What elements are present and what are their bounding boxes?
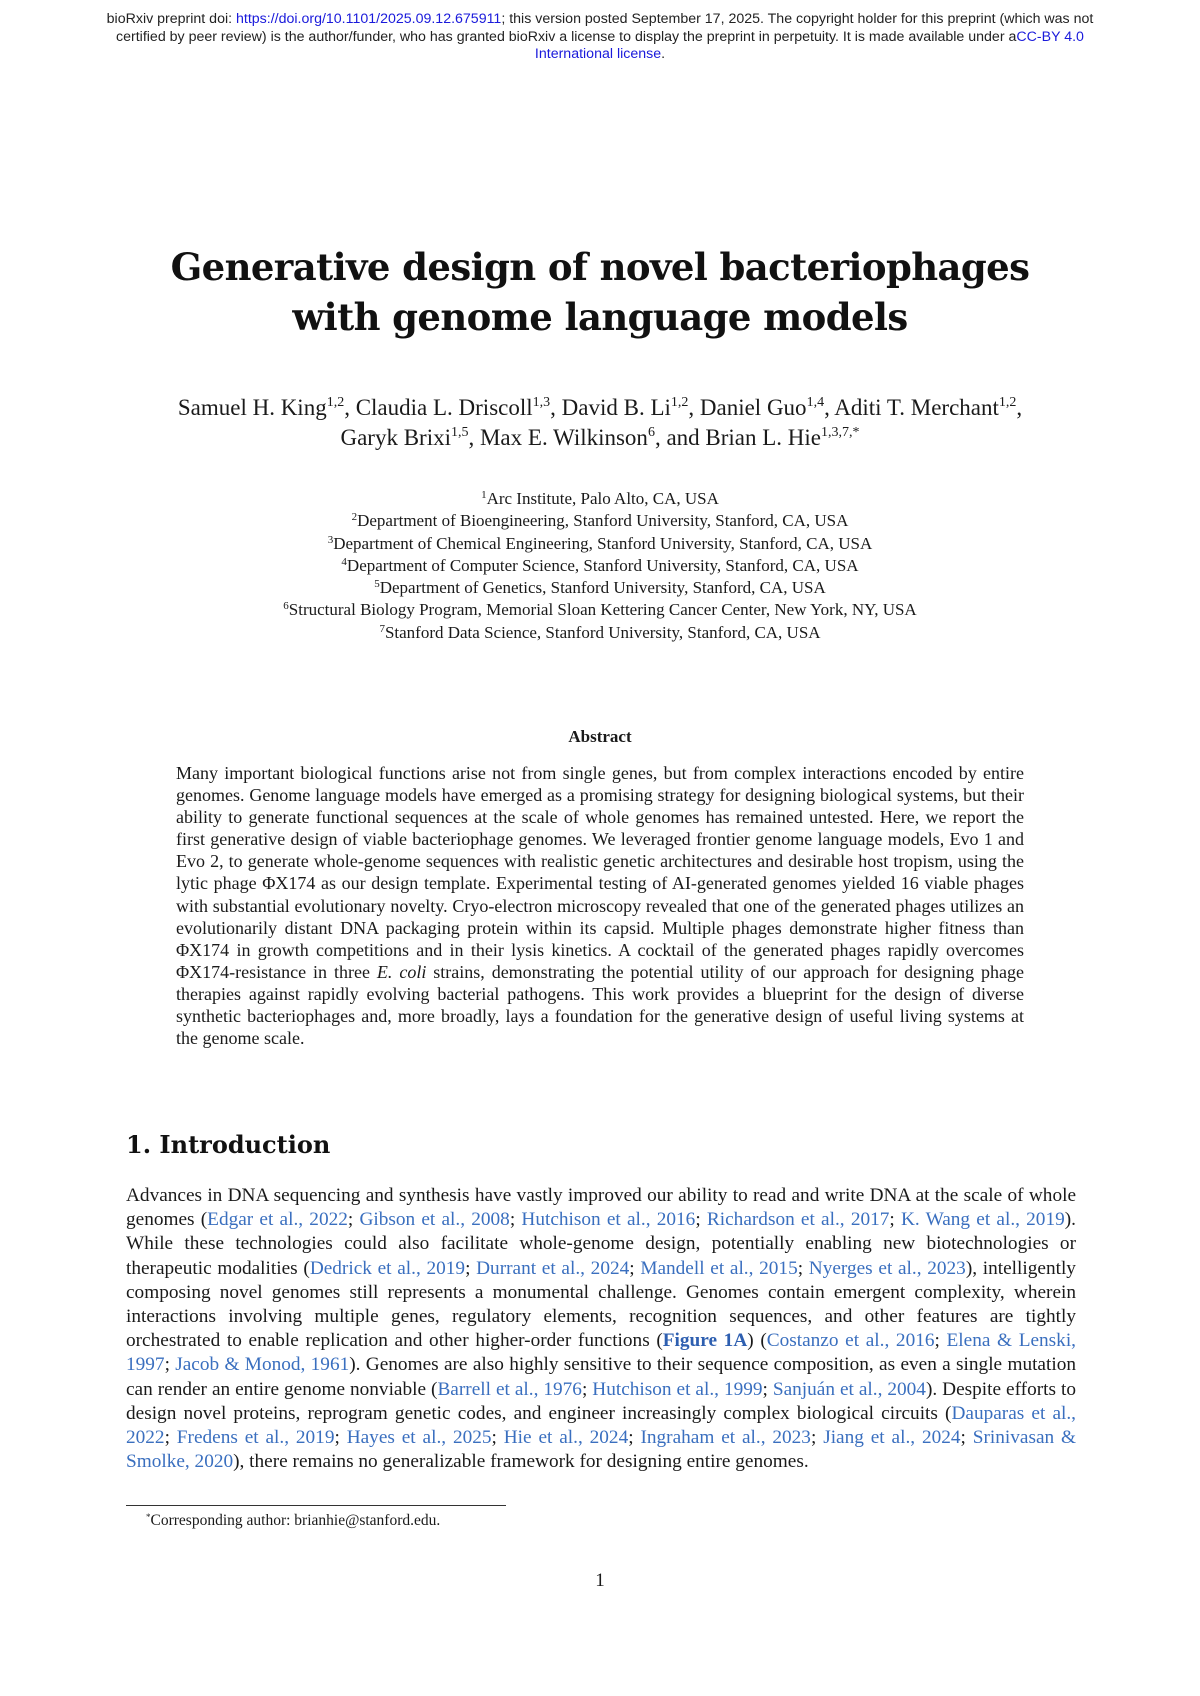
- affiliation-list: [150, 488, 1050, 644]
- section-heading-introduction: 1. Introduction: [126, 1130, 331, 1159]
- citation-link[interactable]: Hutchison et al., 1999: [592, 1378, 763, 1400]
- body-text: ), intelligently composing novel genomes still represents a monumental challenge. Genomes contain emergent complexity, wherein interactions involving multiple genes, regulatory elements, recognition sequences, and other features are tightly orchestrated to enable replication and other higher-order functions (: [126, 1257, 1076, 1352]
- citation-link[interactable]: Jacob & Monod, 1961: [175, 1354, 350, 1376]
- body-text: ;: [347, 1209, 360, 1231]
- citation-link[interactable]: Durrant et al., 2024: [476, 1257, 630, 1279]
- author-affiliation-marker: 1,2: [998, 395, 1017, 410]
- affiliation-text: Department of Computer Science, Stanford University, Stanford, CA, USA: [346, 555, 859, 575]
- corresponding-author-footnote: [146, 1512, 440, 1530]
- affiliation-text: Department of Chemical Engineering, Stanford University, Stanford, CA, USA: [333, 533, 873, 553]
- affiliation-line: [150, 555, 1050, 577]
- author-name: David B. Li: [561, 395, 671, 420]
- author-name: Max E. Wilkinson: [479, 425, 648, 450]
- body-text: ;: [762, 1378, 773, 1400]
- citation-link[interactable]: Elena & Lenski, 1997: [126, 1330, 1076, 1376]
- page-number: 1: [595, 1570, 605, 1591]
- citation-link[interactable]: Gibson et al., 2008: [359, 1209, 510, 1231]
- author-separator: ,: [824, 395, 835, 420]
- body-text: ), there remains no generalizable framework for designing entire genomes.: [233, 1451, 809, 1473]
- author-separator: ,: [1016, 395, 1023, 420]
- author-affiliation-marker: 1,5: [450, 425, 469, 440]
- citation-link[interactable]: Hayes et al., 2025: [346, 1427, 492, 1449]
- author-affiliation-marker: 1,2: [670, 395, 689, 410]
- affiliation-text: Department of Bioengineering, Stanford University, Stanford, CA, USA: [357, 511, 849, 531]
- author-separator: ,: [550, 395, 562, 420]
- introduction-paragraph: [126, 1184, 1076, 1474]
- author-separator: ,: [468, 425, 480, 450]
- body-text: ;: [810, 1427, 824, 1449]
- affiliation-number: 6: [283, 600, 289, 613]
- body-text: ;: [465, 1257, 477, 1279]
- citation-link[interactable]: Barrell et al., 1976: [437, 1378, 582, 1400]
- author-name: Garyk Brixi: [340, 425, 451, 450]
- author-affiliation-marker: 1,4: [806, 395, 825, 410]
- license-link[interactable]: CC-BY 4.0 International license: [534, 28, 1084, 62]
- affiliation-text: Department of Genetics, Stanford University, Stanford, CA, USA: [379, 578, 826, 598]
- body-text: ;: [509, 1209, 522, 1231]
- body-text: Advances in DNA sequencing and synthesis have vastly improved our ability to read and write DNA at the scale of whole genomes (: [126, 1185, 1076, 1231]
- citation-link[interactable]: Ingraham et al., 2023: [640, 1427, 811, 1449]
- abstract-part-1: Many important biological functions arise not from single genes, but from complex interactions encoded by entire genomes. Genome language models have emerged as a promising strategy for designing biological systems, but their ability to generate functional sequences at the scale of whole genomes has remained untested. Here, we report the first generative design of viable bacteriophage genomes. We leveraged frontier genome language models, Evo 1 and Evo 2, to generate whole-genome sequences with realistic genetic architectures and desirable host tropism, using the lytic phage ΦX174 as our design template. Experimental testing of AI-generated genomes yielded 16 viable phages with substantial evolutionary novelty. Cryo-electron microscopy revealed that one of the generated phages utilizes an evolutionarily distant DNA packaging protein within its capsid. Multiple phages demonstrate higher fitness than ΦX174 in growth competitions and in their lysis kinetics. A cocktail of the generated phages rapidly overcomes ΦX174-resistance in three: [176, 763, 1024, 982]
- abstract-body: [176, 762, 1024, 1049]
- affiliation-line: [150, 599, 1050, 621]
- author-affiliation-marker: 6: [647, 425, 655, 440]
- affiliation-number: 7: [379, 622, 385, 635]
- citation-link[interactable]: Jiang et al., 2024: [823, 1427, 961, 1449]
- author-affiliation-marker: 1,2: [326, 395, 345, 410]
- author-name: Daniel Guo: [699, 395, 807, 420]
- body-text: ;: [164, 1354, 176, 1376]
- author-separator: , and: [654, 425, 706, 450]
- author-affiliation-marker: 1,3,7,*: [821, 425, 860, 440]
- author-name: Claudia L. Driscoll: [355, 395, 533, 420]
- body-text: ;: [491, 1427, 504, 1449]
- affiliation-line: [150, 533, 1050, 555]
- citation-link[interactable]: K. Wang et al., 2019: [900, 1209, 1065, 1231]
- citation-link[interactable]: Fredens et al., 2019: [176, 1427, 335, 1449]
- body-text: ). While these technologies could also facilitate whole-genome design, potentially enabling new biotechnologies or therapeutic modalities (: [126, 1209, 1076, 1279]
- citation-link[interactable]: Hie et al., 2024: [503, 1427, 629, 1449]
- affiliation-number: 4: [341, 555, 347, 568]
- affiliation-number: 5: [374, 578, 380, 591]
- paper-title: [100, 242, 1100, 342]
- footnote-divider: [126, 1505, 506, 1506]
- title-line-2: with genome language models: [292, 295, 908, 339]
- affiliation-line: [150, 488, 1050, 510]
- body-text: ;: [797, 1257, 809, 1279]
- footnote-text: Corresponding author: brianhie@stanford.edu.: [150, 1512, 441, 1529]
- doi-link[interactable]: https://doi.org/10.1101/2025.09.12.675911: [236, 11, 502, 27]
- author-list: [80, 393, 1120, 453]
- body-text: ) (: [747, 1330, 767, 1352]
- citation-link[interactable]: Mandell et al., 2015: [640, 1257, 798, 1279]
- citation-link[interactable]: Edgar et al., 2022: [207, 1209, 348, 1231]
- author-name: Aditi T. Merchant: [834, 395, 999, 420]
- footnote-marker: *: [146, 1512, 151, 1522]
- body-text: ;: [334, 1427, 347, 1449]
- citation-link[interactable]: Nyerges et al., 2023: [808, 1257, 966, 1279]
- citation-link[interactable]: Srinivasan & Smolke, 2020: [126, 1427, 1077, 1473]
- body-text: ;: [628, 1427, 641, 1449]
- banner-prefix: bioRxiv preprint doi:: [106, 11, 236, 27]
- affiliation-line: [150, 510, 1050, 532]
- citation-link[interactable]: Richardson et al., 2017: [706, 1209, 890, 1231]
- affiliation-text: Arc Institute, Palo Alto, CA, USA: [486, 489, 719, 508]
- body-text: ;: [164, 1427, 177, 1449]
- body-text: ;: [581, 1378, 593, 1400]
- abstract-part-2: strains, demonstrating the potential utility of our approach for designing phage therapies against rapidly evolving bacterial pathogens. This work provides a blueprint for the design of diverse synthetic bacteriophages and, more broadly, lays a foundation for the generative design of useful living systems at the genome scale.: [176, 961, 1024, 1049]
- body-text: ). Genomes are also highly sensitive to their sequence composition, as even a single mutation can render an entire genome nonviable (: [126, 1354, 1076, 1400]
- body-text: ;: [934, 1330, 947, 1352]
- author-separator: ,: [688, 395, 700, 420]
- author-name: Brian L. Hie: [705, 425, 822, 450]
- citation-link[interactable]: Sanjuán et al., 2004: [772, 1378, 926, 1400]
- abstract-heading: Abstract: [568, 727, 632, 746]
- biorxiv-banner: [100, 11, 1100, 64]
- affiliation-line: [150, 577, 1050, 599]
- author-name: Samuel H. King: [177, 395, 327, 420]
- affiliation-number: 3: [327, 533, 334, 546]
- citation-link[interactable]: Dauparas et al., 2022: [126, 1402, 1076, 1449]
- body-text: ;: [629, 1257, 641, 1279]
- affiliation-number: 2: [351, 511, 358, 524]
- citation-link[interactable]: Costanzo et al., 2016: [766, 1330, 935, 1352]
- author-separator: ,: [344, 395, 356, 420]
- affiliation-number: 1: [481, 489, 487, 501]
- banner-middle: ; this version posted September 17, 2025. The copyright holder for this preprint (which was not certified by peer review) is the author/funder, who has granted bioRxiv a license to display the preprint in perpetuity. It is made available under a: [116, 11, 1094, 45]
- affiliation-text: Stanford Data Science, Stanford University, Stanford, CA, USA: [384, 622, 821, 642]
- citation-link[interactable]: Dedrick et al., 2019: [309, 1257, 466, 1279]
- affiliation-line: [150, 622, 1050, 644]
- body-text: ;: [889, 1209, 901, 1231]
- abstract-italic-species: E. coli: [376, 961, 427, 982]
- author-affiliation-marker: 1,3: [532, 395, 551, 410]
- citation-link[interactable]: Hutchison et al., 2016: [521, 1209, 696, 1231]
- body-text: ;: [960, 1427, 973, 1449]
- body-text: ). Despite efforts to design novel proteins, reprogram genetic codes, and engineer increasingly complex biological circuits (: [126, 1378, 1076, 1424]
- body-text: ;: [695, 1209, 707, 1231]
- title-line-1: Generative design of novel bacteriophages: [170, 245, 1030, 289]
- figure-reference-link[interactable]: Figure 1A: [662, 1330, 748, 1352]
- banner-suffix: .: [661, 46, 666, 62]
- affiliation-text: Structural Biology Program, Memorial Sloan Kettering Cancer Center, New York, NY, USA: [288, 600, 917, 620]
